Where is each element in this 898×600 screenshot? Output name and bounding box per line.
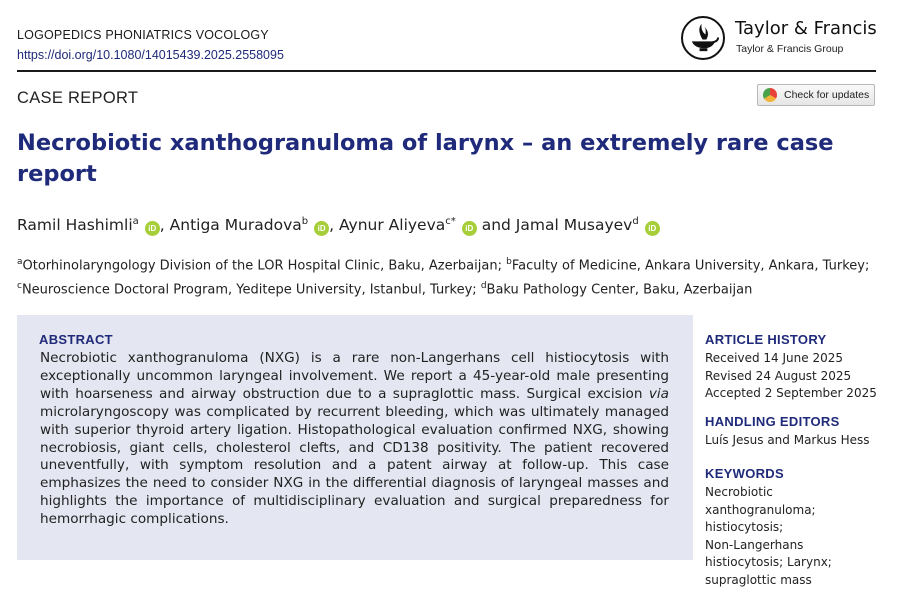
abstract-text-part: Necrobiotic xanthogranuloma (NXG) is a rare non-Langerhans cell histiocytosis with exceptionally uncommon laryngeal involvement. We report a 45-year-old male presenting with hoarseness and airway obstruction due to a supraglottic mass. Surgical excision (40, 350, 669, 402)
affiliation-mark: c (17, 281, 22, 292)
check-for-updates-label: Check for updates (784, 89, 870, 101)
accepted-date: Accepted 2 September 2025 (705, 386, 877, 400)
keywords (705, 466, 895, 589)
keyword-line: xanthogranuloma; (705, 502, 816, 517)
article-history (705, 332, 895, 403)
abstract-text-italic: via (648, 385, 669, 402)
received-date: Received 14 June 2025 (705, 351, 843, 365)
article-title: Necrobiotic xanthogranuloma of larynx – an extremely rare case report (17, 130, 834, 187)
handling-editors-heading: HANDLING EDITORS (705, 414, 840, 429)
author-affiliation-mark: b (301, 216, 309, 227)
publisher-name: Taylor & Francis (735, 18, 877, 39)
publisher-group: Taylor & Francis Group (736, 43, 844, 55)
affiliations (17, 252, 887, 301)
keyword-line: supraglottic mass (705, 572, 812, 587)
check-for-updates-button[interactable] (757, 84, 875, 106)
affiliation-mark: a (17, 257, 23, 267)
abstract-heading: ABSTRACT (39, 332, 113, 347)
abstract-text-part: microlaryngoscopy was complicated by recurrent bleeding, which was ultimately managed with superior thyroid artery ligation. Histopathological evaluation confirmed NXG, showing necrobiosis, giant cells, cholesterol clefts, and CD138 positivity. The patient recovered uneventfully, with symptom resolution and a patent airway at follow-up. This case emphasizes the need to consider NXG in the differential diagnosis of laryngeal masses and highlights the importance of multidisciplinary evaluation and surgical preparedness for hemorrhagic complications. (40, 403, 669, 528)
keywords-heading: KEYWORDS (705, 466, 784, 481)
handling-editors (705, 414, 895, 450)
author-separator: , (159, 216, 170, 235)
author-affiliation-mark: c* (445, 216, 456, 227)
keyword-line: histiocytosis; (705, 520, 784, 534)
affiliation-mark: b (506, 257, 512, 267)
abstract-text (40, 350, 669, 529)
keyword-line: Non-Langerhans (705, 537, 804, 552)
orcid-icon[interactable]: iD (462, 221, 477, 236)
author-name[interactable]: Jamal Musayev (515, 216, 633, 235)
affiliation-text: Neuroscience Doctoral Program, Yeditepe University, Istanbul, Turkey; (21, 282, 481, 298)
journal-name: LOGOPEDICS PHONIATRICS VOCOLOGY (17, 28, 269, 42)
revised-date: Revised 24 August 2025 (705, 368, 852, 383)
author-list (17, 216, 660, 236)
author-affiliation-mark: a (132, 216, 139, 227)
abstract-panel (17, 315, 693, 560)
keyword-line: Necrobiotic (705, 485, 773, 499)
article-history-heading: ARTICLE HISTORY (705, 332, 827, 347)
author-name[interactable]: Aynur Aliyeva (339, 216, 446, 235)
author-affiliation-mark: d (632, 216, 639, 227)
keyword-line: histiocytosis; Larynx; (705, 555, 832, 569)
doi-link[interactable]: https://doi.org/10.1080/14015439.2025.2558095 (17, 48, 284, 62)
affiliation-mark: d (480, 281, 487, 292)
affiliation-text: Faculty of Medicine, Ankara University, Ankara, Turkey; (511, 258, 870, 274)
affiliation-text: Baku Pathology Center, Baku, Azerbaijan (486, 282, 753, 298)
publisher-logo[interactable] (681, 16, 881, 64)
header-divider (17, 70, 876, 72)
lamp-of-knowledge-icon (681, 16, 725, 60)
orcid-icon[interactable]: iD (645, 221, 660, 236)
orcid-icon[interactable]: iD (145, 221, 160, 236)
author-name[interactable]: Ramil Hashimli (17, 216, 133, 235)
editor-names: Luís Jesus and Markus Hess (705, 433, 870, 447)
author-separator: , (329, 216, 339, 235)
author-name[interactable]: Antiga Muradova (169, 216, 302, 235)
author-separator: and (476, 216, 516, 235)
crossmark-icon (763, 88, 777, 102)
orcid-icon[interactable]: iD (314, 221, 329, 236)
affiliation-text: Otorhinolaryngology Division of the LOR Hospital Clinic, Baku, Azerbaijan; (22, 258, 507, 274)
article-type: CASE REPORT (17, 89, 139, 107)
